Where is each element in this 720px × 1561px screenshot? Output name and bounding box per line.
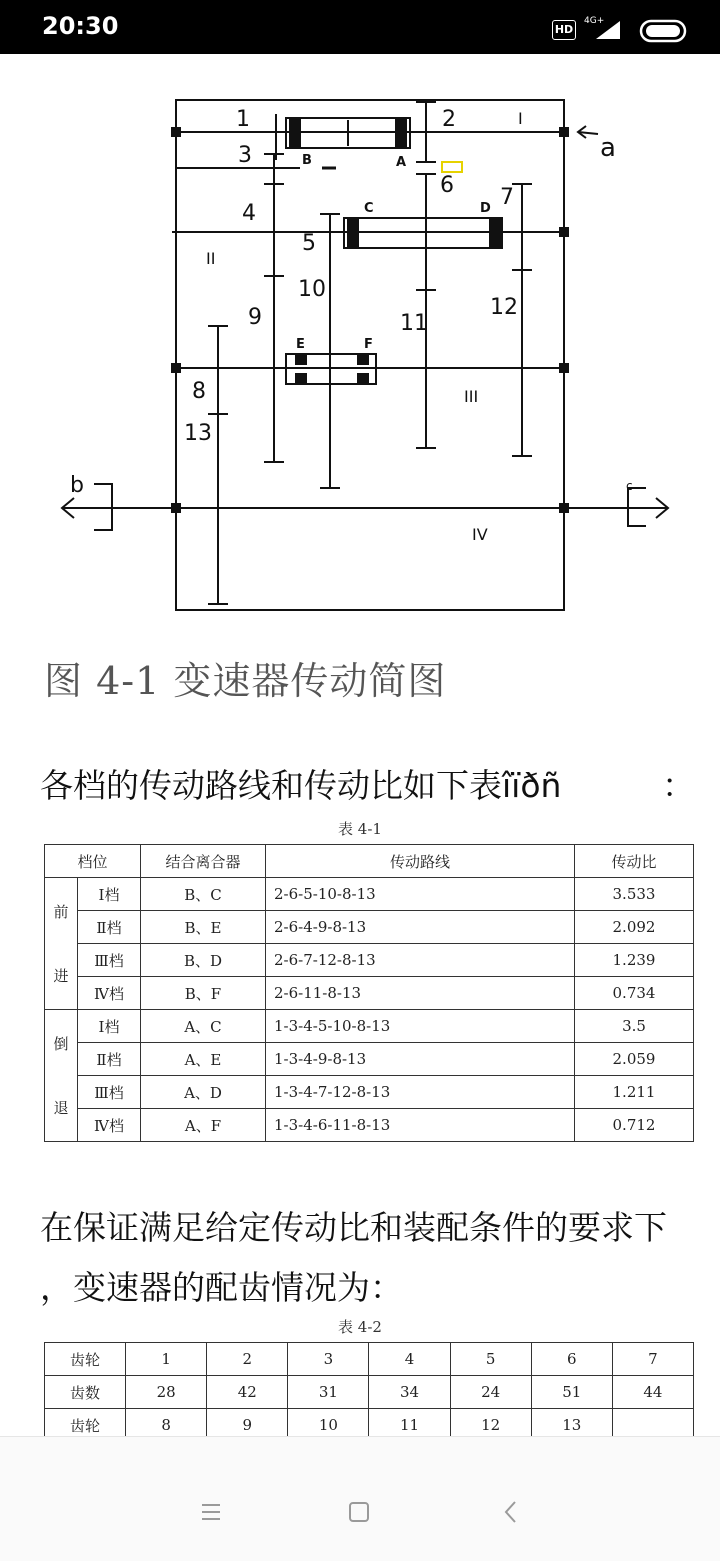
clutch-label-F: F [364, 337, 373, 352]
table-cell: 44 [612, 1376, 693, 1409]
gear-cell: Ⅲ档 [78, 944, 141, 977]
route-cell: 1-3-4-7-12-8-13 [266, 1076, 575, 1109]
clutch-label-B: B [302, 153, 312, 168]
shaft-label-III: III [464, 387, 479, 406]
clutch-cell: A、C [141, 1010, 266, 1043]
gear-label-10: 10 [298, 277, 326, 302]
table-gear-ratios [44, 844, 694, 1142]
ratio-cell: 2.059 [575, 1043, 694, 1076]
table-cell: 42 [207, 1376, 288, 1409]
paragraph-colon: ： [662, 766, 695, 805]
gear-label-5: 5 [302, 231, 316, 256]
table-cell: 2 [207, 1343, 288, 1376]
table-row [45, 1376, 694, 1409]
document-content[interactable] [0, 54, 720, 1436]
gear-label-9: 9 [248, 305, 262, 330]
clutch-cell: B、F [141, 977, 266, 1010]
gear-label-6: 6 [440, 173, 454, 198]
table-cell: 4 [369, 1343, 450, 1376]
gear-label-4: 4 [242, 201, 256, 226]
table-cell: 8 [126, 1409, 207, 1442]
gear-label-11: 11 [400, 311, 428, 336]
network-type-label: 4G+ [584, 16, 605, 26]
hd-icon: HD [552, 20, 576, 40]
header-ratio: 传动比 [575, 845, 694, 878]
gear-cell: Ⅲ档 [78, 1076, 141, 1109]
table-row [45, 1076, 694, 1109]
table-cell: 9 [207, 1409, 288, 1442]
route-cell: 2-6-5-10-8-13 [266, 878, 575, 911]
gear-cell: Ⅱ档 [78, 911, 141, 944]
ratio-cell: 3.533 [575, 878, 694, 911]
navigation-bar [0, 1436, 720, 1561]
gear-cell: Ⅰ档 [78, 1010, 141, 1043]
shaft-label-II: II [206, 249, 216, 268]
clutch-label-C: C [364, 201, 374, 216]
route-cell: 1-3-4-5-10-8-13 [266, 1010, 575, 1043]
table-row [45, 911, 694, 944]
table-row [45, 977, 694, 1010]
clutch-cell: A、E [141, 1043, 266, 1076]
highlight-marker [442, 162, 462, 172]
table-cell: 6 [531, 1343, 612, 1376]
table-row [45, 1343, 694, 1376]
label-c: c [626, 479, 633, 493]
ratio-cell: 2.092 [575, 911, 694, 944]
group-forward-label [45, 878, 78, 1010]
group-reverse-bottom: 退 [53, 1098, 69, 1117]
clutch-label-A: A [396, 155, 407, 170]
menu-icon[interactable] [196, 1497, 226, 1527]
table-cell: 齿轮 [45, 1343, 126, 1376]
status-time: 20:30 [42, 12, 119, 40]
signal-icon [594, 20, 622, 40]
table-cell: 34 [369, 1376, 450, 1409]
clutch-cell: B、E [141, 911, 266, 944]
gear-label-13: 13 [184, 421, 212, 446]
gear-label-1: 1 [236, 107, 250, 132]
route-cell: 2-6-7-12-8-13 [266, 944, 575, 977]
gear-cell: Ⅱ档 [78, 1043, 141, 1076]
gear-label-12: 12 [490, 295, 518, 320]
gear-cell: Ⅳ档 [78, 1109, 141, 1142]
status-bar [0, 0, 720, 54]
gear-label-7: 7 [500, 185, 514, 210]
gearbox-diagram [0, 84, 720, 624]
paragraph-tooth-config-line1: 在保证满足给定传动比和装配条件的要求下 [40, 1208, 667, 1247]
battery-icon [640, 20, 690, 42]
table-cell: 24 [450, 1376, 531, 1409]
paragraph-tooth-config-line2: ，变速器的配齿情况为： [40, 1268, 403, 1307]
label-a: a [600, 133, 616, 163]
gear-cell: Ⅳ档 [78, 977, 141, 1010]
route-cell: 2-6-4-9-8-13 [266, 911, 575, 944]
group-reverse-label [45, 1010, 78, 1142]
ratio-cell: 1.211 [575, 1076, 694, 1109]
table1-caption: 表 4-1 [338, 820, 382, 838]
table-cell: 31 [288, 1376, 369, 1409]
route-cell: 2-6-11-8-13 [266, 977, 575, 1010]
clutch-label-D: D [480, 201, 491, 216]
route-cell: 1-3-4-9-8-13 [266, 1043, 575, 1076]
status-icons [544, 16, 684, 42]
shaft-label-IV: IV [472, 525, 488, 544]
paragraph-gear-routes: 各档的传动路线和传动比如下表îïðñ [40, 766, 562, 805]
table-cell: 齿轮 [45, 1409, 126, 1442]
route-cell: 1-3-4-6-11-8-13 [266, 1109, 575, 1142]
table-row [45, 1109, 694, 1142]
table-cell: 10 [288, 1409, 369, 1442]
ratio-cell: 3.5 [575, 1010, 694, 1043]
figure-caption: 图 4-1 变速器传动简图 [44, 659, 447, 703]
clutch-cell: B、C [141, 878, 266, 911]
table-row [45, 1010, 694, 1043]
table-cell: 3 [288, 1343, 369, 1376]
table-cell: 1 [126, 1343, 207, 1376]
label-b: b [70, 473, 84, 498]
table-cell: 28 [126, 1376, 207, 1409]
table-cell: 5 [450, 1343, 531, 1376]
table-cell: 齿数 [45, 1376, 126, 1409]
table-cell: 12 [450, 1409, 531, 1442]
clutch-cell: A、D [141, 1076, 266, 1109]
shaft-label-I: I [518, 109, 523, 128]
clutch-cell: A、F [141, 1109, 266, 1142]
ratio-cell: 1.239 [575, 944, 694, 977]
gear-label-8: 8 [192, 379, 206, 404]
gear-label-3: 3 [238, 143, 252, 168]
table-cell: 13 [531, 1409, 612, 1442]
clutch-label-E: E [296, 337, 305, 352]
header-clutch: 结合离合器 [141, 845, 266, 878]
ratio-cell: 0.734 [575, 977, 694, 1010]
table-row [45, 878, 694, 911]
gear-label-2: 2 [442, 107, 456, 132]
group-forward-bottom: 进 [53, 966, 69, 985]
table2-caption: 表 4-2 [338, 1318, 382, 1336]
table-row [45, 944, 694, 977]
group-forward-top: 前 [53, 902, 69, 921]
group-reverse-top: 倒 [53, 1034, 69, 1053]
table-row [45, 1043, 694, 1076]
header-route: 传动路线 [266, 845, 575, 878]
home-icon[interactable] [344, 1497, 374, 1527]
gear-cell: Ⅰ档 [78, 878, 141, 911]
table-cell: 51 [531, 1376, 612, 1409]
table-cell: 7 [612, 1343, 693, 1376]
back-icon[interactable] [496, 1497, 526, 1527]
table-header-row [45, 845, 694, 878]
clutch-cell: B、D [141, 944, 266, 977]
header-gear: 档位 [45, 845, 141, 878]
table-cell: 11 [369, 1409, 450, 1442]
ratio-cell: 0.712 [575, 1109, 694, 1142]
